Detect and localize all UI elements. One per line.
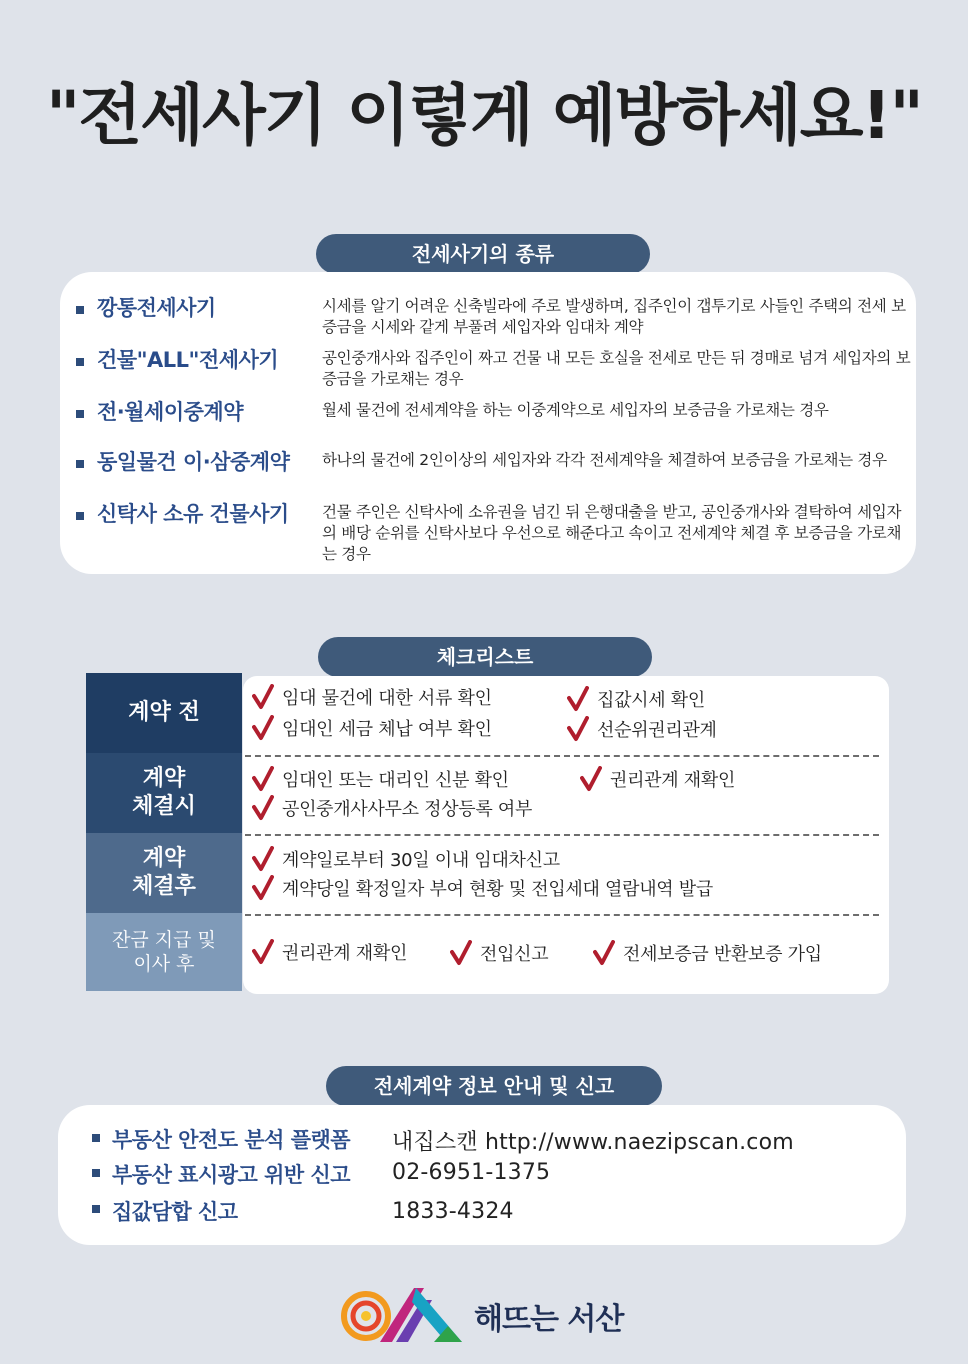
- stage-after-move-in: [86, 913, 242, 991]
- seosan-logo: [336, 1278, 636, 1350]
- checklist-item-text: 계약당일 확정일자 부여 현황 및 전입세대 열람내역 발급: [282, 879, 713, 900]
- checklist-item-text: 전세보증금 반환보증 가입: [623, 944, 822, 965]
- checklist-item-text: 집값시세 확인: [597, 690, 705, 711]
- info-value-link[interactable]: 내집스캔 http://www.naezipscan.com: [392, 1130, 794, 1155]
- info-label: 부동산 안전도 분석 플랫폼: [112, 1128, 351, 1152]
- check-mark-icon: [252, 766, 274, 792]
- stage-label: 계약: [142, 766, 186, 791]
- checklist-item-text: 임대인 또는 대리인 신분 확인: [282, 770, 509, 791]
- fraud-type-desc: 하나의 물건에 2인이상의 세입자와 각각 전세계약을 체결하여 보증금을 가로채는 경우: [322, 451, 887, 469]
- checklist-item: [252, 846, 560, 872]
- check-mark-icon: [450, 940, 472, 966]
- fraud-type-desc: 건물 주인은 신탁사에 소유권을 넘긴 뒤 은행대출을 받고, 공인중개사와 결탁하여 세입자의 배당 순위를 신탁사보다 우선으로 해준다고 속이고 전세계약 체결 후 보증금을 가로채는 경우: [322, 503, 902, 563]
- checklist-item-text: 권리관계 재확인: [282, 943, 408, 964]
- checklist-item-text: 전입신고: [480, 944, 549, 965]
- fraud-type-name: 전·월세이중계약: [97, 400, 243, 424]
- types-heading: 전세사기의 종류: [316, 234, 650, 274]
- logo-text: 해뜨는 서산: [474, 1302, 624, 1337]
- bullet-icon: [76, 306, 84, 314]
- row-divider: [245, 914, 879, 916]
- bullet-icon: [76, 358, 84, 366]
- checklist-item-text: 계약일로부터 30일 이내 임대차신고: [282, 850, 560, 871]
- checklist-item-text: 권리관계 재확인: [610, 770, 736, 791]
- stage-before-contract: [86, 673, 242, 753]
- bullet-icon: [76, 512, 84, 520]
- fraud-type-desc: 공인중개사와 집주인이 짜고 건물 내 모든 호실을 전세로 만든 뒤 경매로 넘겨 세입자의 보증금을 가로채는 경우: [322, 349, 911, 388]
- checklist-item: [252, 766, 509, 792]
- row-divider: [245, 755, 879, 757]
- info-card: [58, 1105, 906, 1245]
- checklist-item: [252, 795, 532, 821]
- fraud-type-desc: 월세 물건에 전세계약을 하는 이중계약으로 세입자의 보증금을 가로채는 경우: [322, 401, 829, 419]
- checklist-item: [252, 939, 407, 965]
- stage-label: 계약: [142, 846, 186, 871]
- fraud-type-desc: 시세를 알기 어려운 신축빌라에 주로 발생하며, 집주인이 갭투기로 사들인 주택의 전세 보증금을 시세와 같게 부풀려 세입자와 임대차 계약: [322, 297, 906, 336]
- stage-at-contract: [86, 753, 242, 833]
- bullet-icon: [76, 410, 84, 418]
- fraud-types-card: [60, 272, 916, 574]
- checklist-item: [252, 715, 492, 741]
- row-divider: [245, 834, 879, 836]
- checklist-item: [567, 716, 717, 742]
- check-mark-icon: [252, 795, 274, 821]
- check-mark-icon: [593, 940, 615, 966]
- checklist-item-text: 임대 물건에 대한 서류 확인: [282, 688, 492, 709]
- checklist-item: [252, 684, 492, 710]
- bullet-icon: [92, 1205, 100, 1213]
- page-title: "전세사기 이렇게 예방하세요!": [46, 77, 922, 154]
- bullet-icon: [76, 460, 84, 468]
- check-mark-icon: [252, 875, 274, 901]
- stage-after-contract: [86, 833, 242, 913]
- check-mark-icon: [580, 766, 602, 792]
- info-heading: 전세계약 정보 안내 및 신고: [326, 1066, 662, 1106]
- stage-label: 이사 후: [133, 953, 195, 975]
- stage-label: 체결시: [132, 794, 196, 819]
- fraud-type-name: 신탁사 소유 건물사기: [97, 502, 289, 526]
- checklist-item-text: 선순위권리관계: [597, 720, 717, 741]
- checklist-item: [580, 766, 735, 792]
- checklist-item: [252, 875, 713, 901]
- seosan-sun-logo-icon: [336, 1282, 468, 1348]
- info-value-phone[interactable]: 02-6951-1375: [392, 1160, 551, 1185]
- info-label: 집값담합 신고: [112, 1200, 238, 1224]
- fraud-type-name: 건물"ALL"전세사기: [97, 348, 279, 372]
- check-mark-icon: [567, 716, 589, 742]
- checklist-item-text: 공인중개사사무소 정상등록 여부: [282, 799, 533, 820]
- checklist-item: [593, 940, 822, 966]
- check-mark-icon: [252, 715, 274, 741]
- bullet-icon: [92, 1169, 100, 1177]
- stage-label: 계약 전: [128, 700, 200, 725]
- checklist-item: [567, 686, 705, 712]
- fraud-type-name: 동일물건 이·삼중계약: [97, 450, 290, 474]
- check-mark-icon: [252, 846, 274, 872]
- checklist-heading: 체크리스트: [318, 637, 652, 677]
- bullet-icon: [92, 1134, 100, 1142]
- info-label: 부동산 표시광고 위반 신고: [112, 1163, 351, 1187]
- stage-label: 체결후: [132, 874, 196, 899]
- info-value-phone[interactable]: 1833-4324: [392, 1199, 514, 1224]
- fraud-type-name: 깡통전세사기: [97, 296, 216, 320]
- check-mark-icon: [252, 684, 274, 710]
- check-mark-icon: [567, 686, 589, 712]
- check-mark-icon: [252, 939, 274, 965]
- checklist-item-text: 임대인 세금 체납 여부 확인: [282, 719, 492, 740]
- checklist-item: [450, 940, 548, 966]
- stage-label: 잔금 지급 및: [112, 929, 216, 951]
